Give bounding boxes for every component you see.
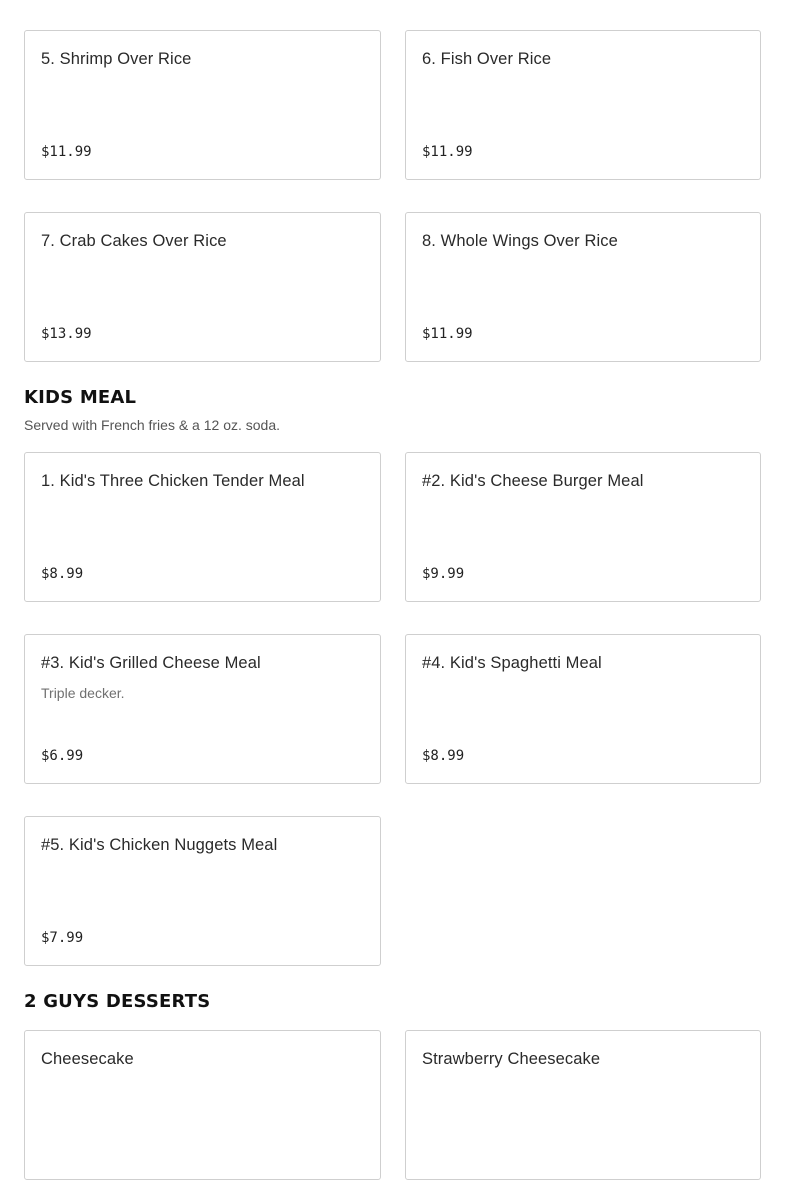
menu-item-price: $9.99 (422, 566, 465, 582)
menu-item-name: 6. Fish Over Rice (422, 50, 552, 68)
menu-item-name: #5. Kid's Chicken Nuggets Meal (41, 836, 278, 854)
menu-item-price: $8.99 (41, 566, 84, 582)
menu-item-name: 5. Shrimp Over Rice (41, 50, 192, 68)
menu-item-card[interactable] (24, 30, 381, 180)
section-subtitle-kids-meal: Served with French fries & a 12 oz. soda. (24, 417, 281, 433)
menu-item-price: $7.99 (41, 930, 84, 946)
menu-item-name: 7. Crab Cakes Over Rice (41, 232, 227, 250)
menu-item-price: $6.99 (41, 748, 84, 764)
section-title-desserts: 2 GUYS DESSERTS (24, 991, 211, 1012)
menu-item-card[interactable] (24, 212, 381, 362)
menu-item-price: $11.99 (422, 144, 473, 160)
menu-item-card[interactable] (24, 634, 381, 784)
menu-item-name: 1. Kid's Three Chicken Tender Meal (41, 472, 305, 490)
menu-item-price: $11.99 (41, 144, 92, 160)
menu-item-card[interactable] (24, 452, 381, 602)
menu-item-price: $11.99 (422, 326, 473, 342)
menu-item-card[interactable] (405, 212, 761, 362)
section-title-kids-meal: KIDS MEAL (24, 387, 137, 408)
menu-item-card[interactable] (24, 816, 381, 966)
menu-item-card[interactable] (405, 452, 761, 602)
menu-item-name: Strawberry Cheesecake (422, 1050, 601, 1068)
menu-item-description: Triple decker. (41, 685, 125, 701)
menu-item-price: $8.99 (422, 748, 465, 764)
menu-item-card[interactable] (405, 30, 761, 180)
menu-item-name: #2. Kid's Cheese Burger Meal (422, 472, 644, 490)
menu-item-card[interactable] (405, 1030, 761, 1180)
menu-item-card[interactable] (24, 1030, 381, 1180)
menu-item-name: #4. Kid's Spaghetti Meal (422, 654, 602, 672)
menu-item-name: 8. Whole Wings Over Rice (422, 232, 618, 250)
menu-item-price: $13.99 (41, 326, 92, 342)
menu-item-card[interactable] (405, 634, 761, 784)
menu-item-name: #3. Kid's Grilled Cheese Meal (41, 654, 261, 672)
menu-item-name: Cheesecake (41, 1050, 134, 1068)
